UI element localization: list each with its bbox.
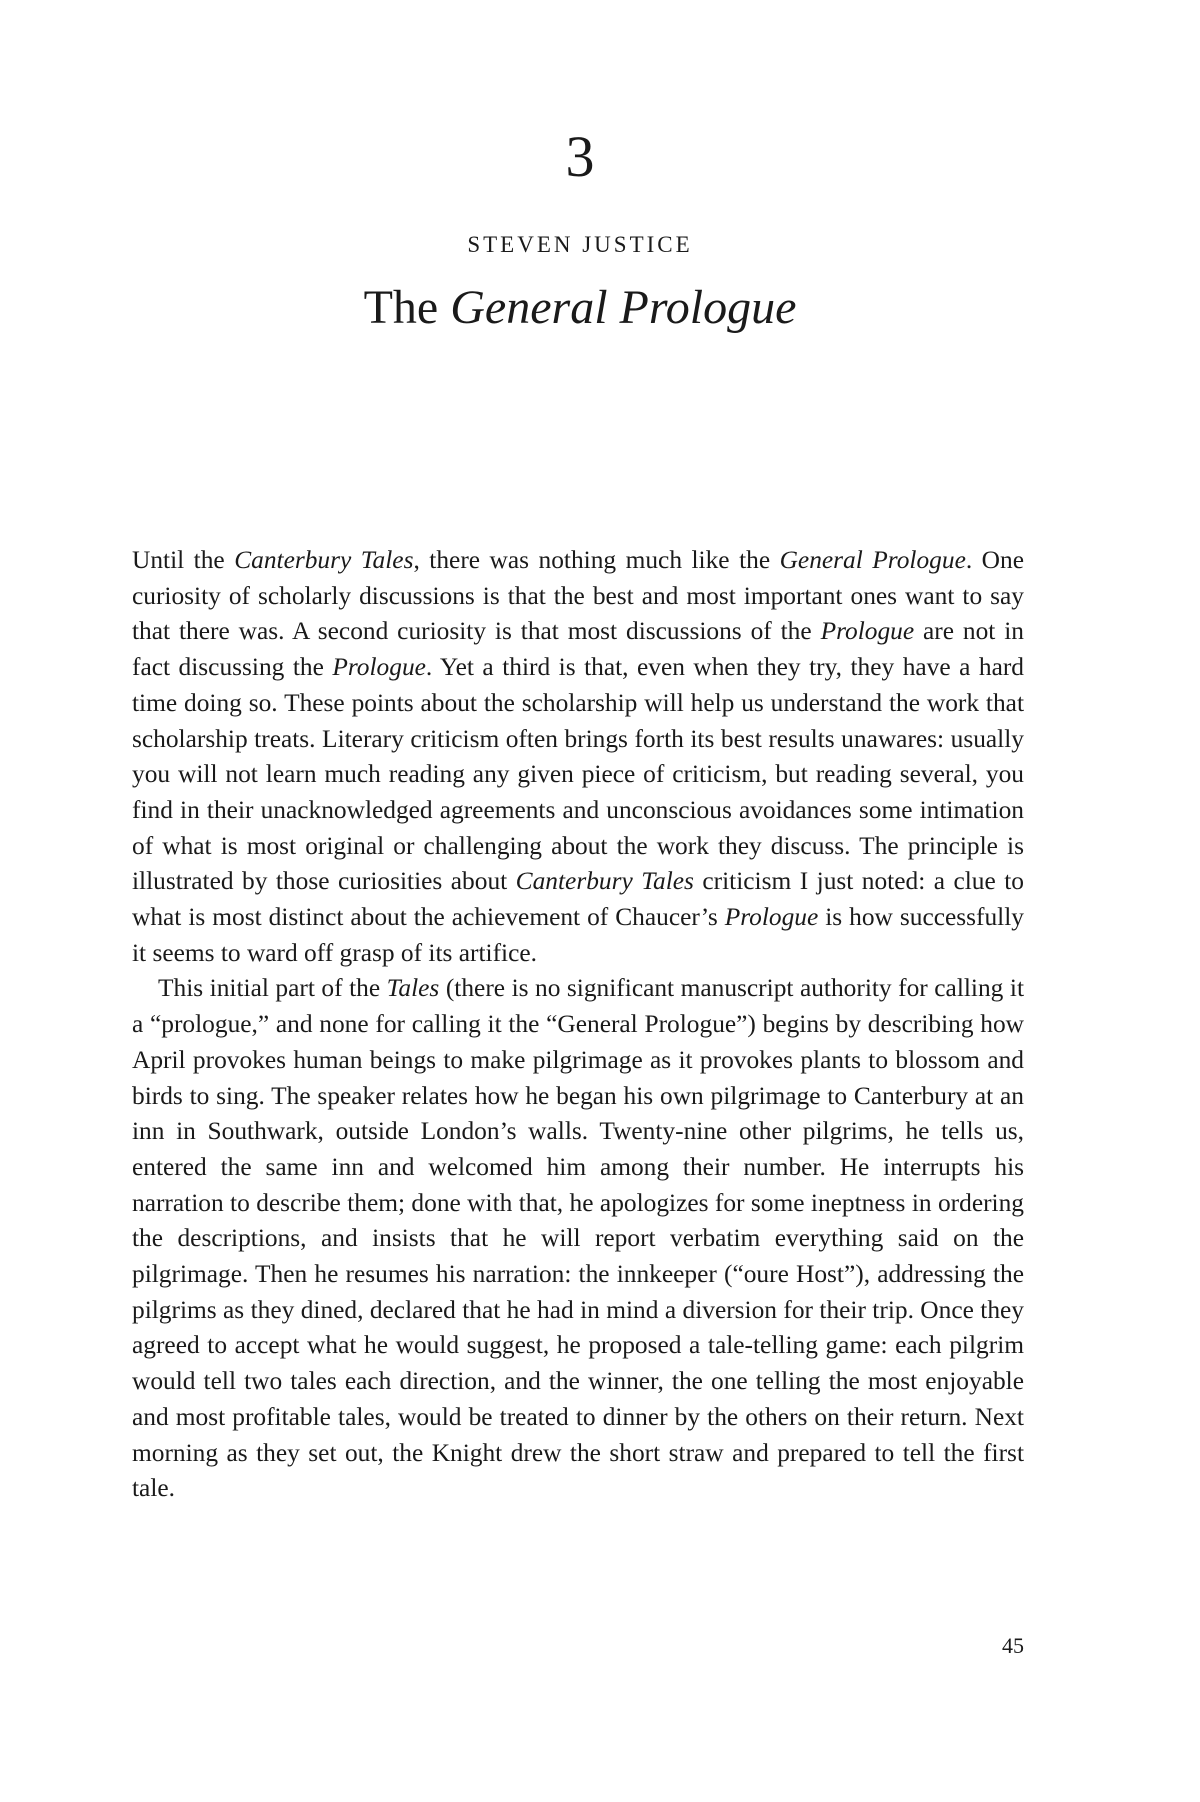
- body-text: [132, 543, 1024, 1507]
- text-run: . Yet a third is that, even when they try, they have a hard time doing so. These points about the scholarship will help us understand the work that scholarship treats. Literary criticism often brings forth its best results unawares: usually you will not learn much reading any given piece of criticism, but reading several, you find in their unacknowledged agreements and unconscious avoidances some intimation of what is most original or challenging about the work they discuss. The principle is illustrated by those curiosities about: [132, 653, 1024, 896]
- text-run-italic: Canterbury Tales: [234, 546, 414, 574]
- text-run: , there was nothing much like the: [413, 546, 780, 574]
- text-run: This initial part of the: [158, 974, 387, 1003]
- chapter-title-italic: General Prologue: [450, 281, 797, 334]
- text-run: is how successfully it seems to ward off grasp of its artifice.: [132, 903, 1024, 967]
- text-run-italic: Tales: [386, 974, 440, 1003]
- text-run: Until the: [132, 546, 235, 574]
- text-run-italic: Prologue: [724, 903, 819, 932]
- paragraph-2: [132, 971, 1024, 1507]
- chapter-author: STEVEN JUSTICE: [467, 232, 693, 257]
- text-run: . One curiosity of scholarly discussions is that the best and most important ones want to say that there was. A second curiosity is that most discussions of the: [132, 546, 1024, 646]
- text-run-italic: Canterbury Tales: [515, 867, 694, 896]
- chapter-number: 3: [565, 124, 595, 189]
- text-run: (there is no significant manuscript authority for calling it a “prologue,” and none for calling it the “General Prologue”) begins by describing how April provokes human beings to make pilgrimage as it provokes plants to blossom and birds to sing. The speaker relates how he began his own pilgrimage to Canterbury at an inn in Southwark, outside London’s walls. Twenty-nine other pilgrims, he tells us, entered the same inn and welcomed him among their number. He interrupts his narration to describe them; done with that, he apologizes for some ineptness in ordering the descriptions, and insists that he will report verbatim everything said on the pilgrimage. Then he resumes his narration: the innkeeper (“oure Host”), addressing the pilgrims as they dined, declared that he had in mind a diversion for their trip. Once they agreed to accept what he would suggest, he proposed a tale-telling game: each pilgrim would tell two tales each direction, and the winner, the one telling the most enjoyable and most profitable tales, would be treated to dinner by the others on their return. Next morning as they set out, the Knight drew the short straw and prepared to tell the first tale.: [132, 974, 1024, 1503]
- chapter-title: [0, 282, 1160, 335]
- text-run: criticism I just noted: a clue to what is most distinct about the achievement of Chaucer’s: [132, 867, 1024, 932]
- paragraph-1: [132, 543, 1024, 971]
- text-run: are not in fact discussing the: [132, 617, 1025, 682]
- text-run-italic: General Prologue: [779, 546, 966, 574]
- page-number: 45: [1002, 1633, 1024, 1658]
- chapter-title-prefix: The: [363, 281, 451, 334]
- text-run-italic: Prologue: [332, 653, 426, 682]
- text-run-italic: Prologue: [820, 617, 915, 646]
